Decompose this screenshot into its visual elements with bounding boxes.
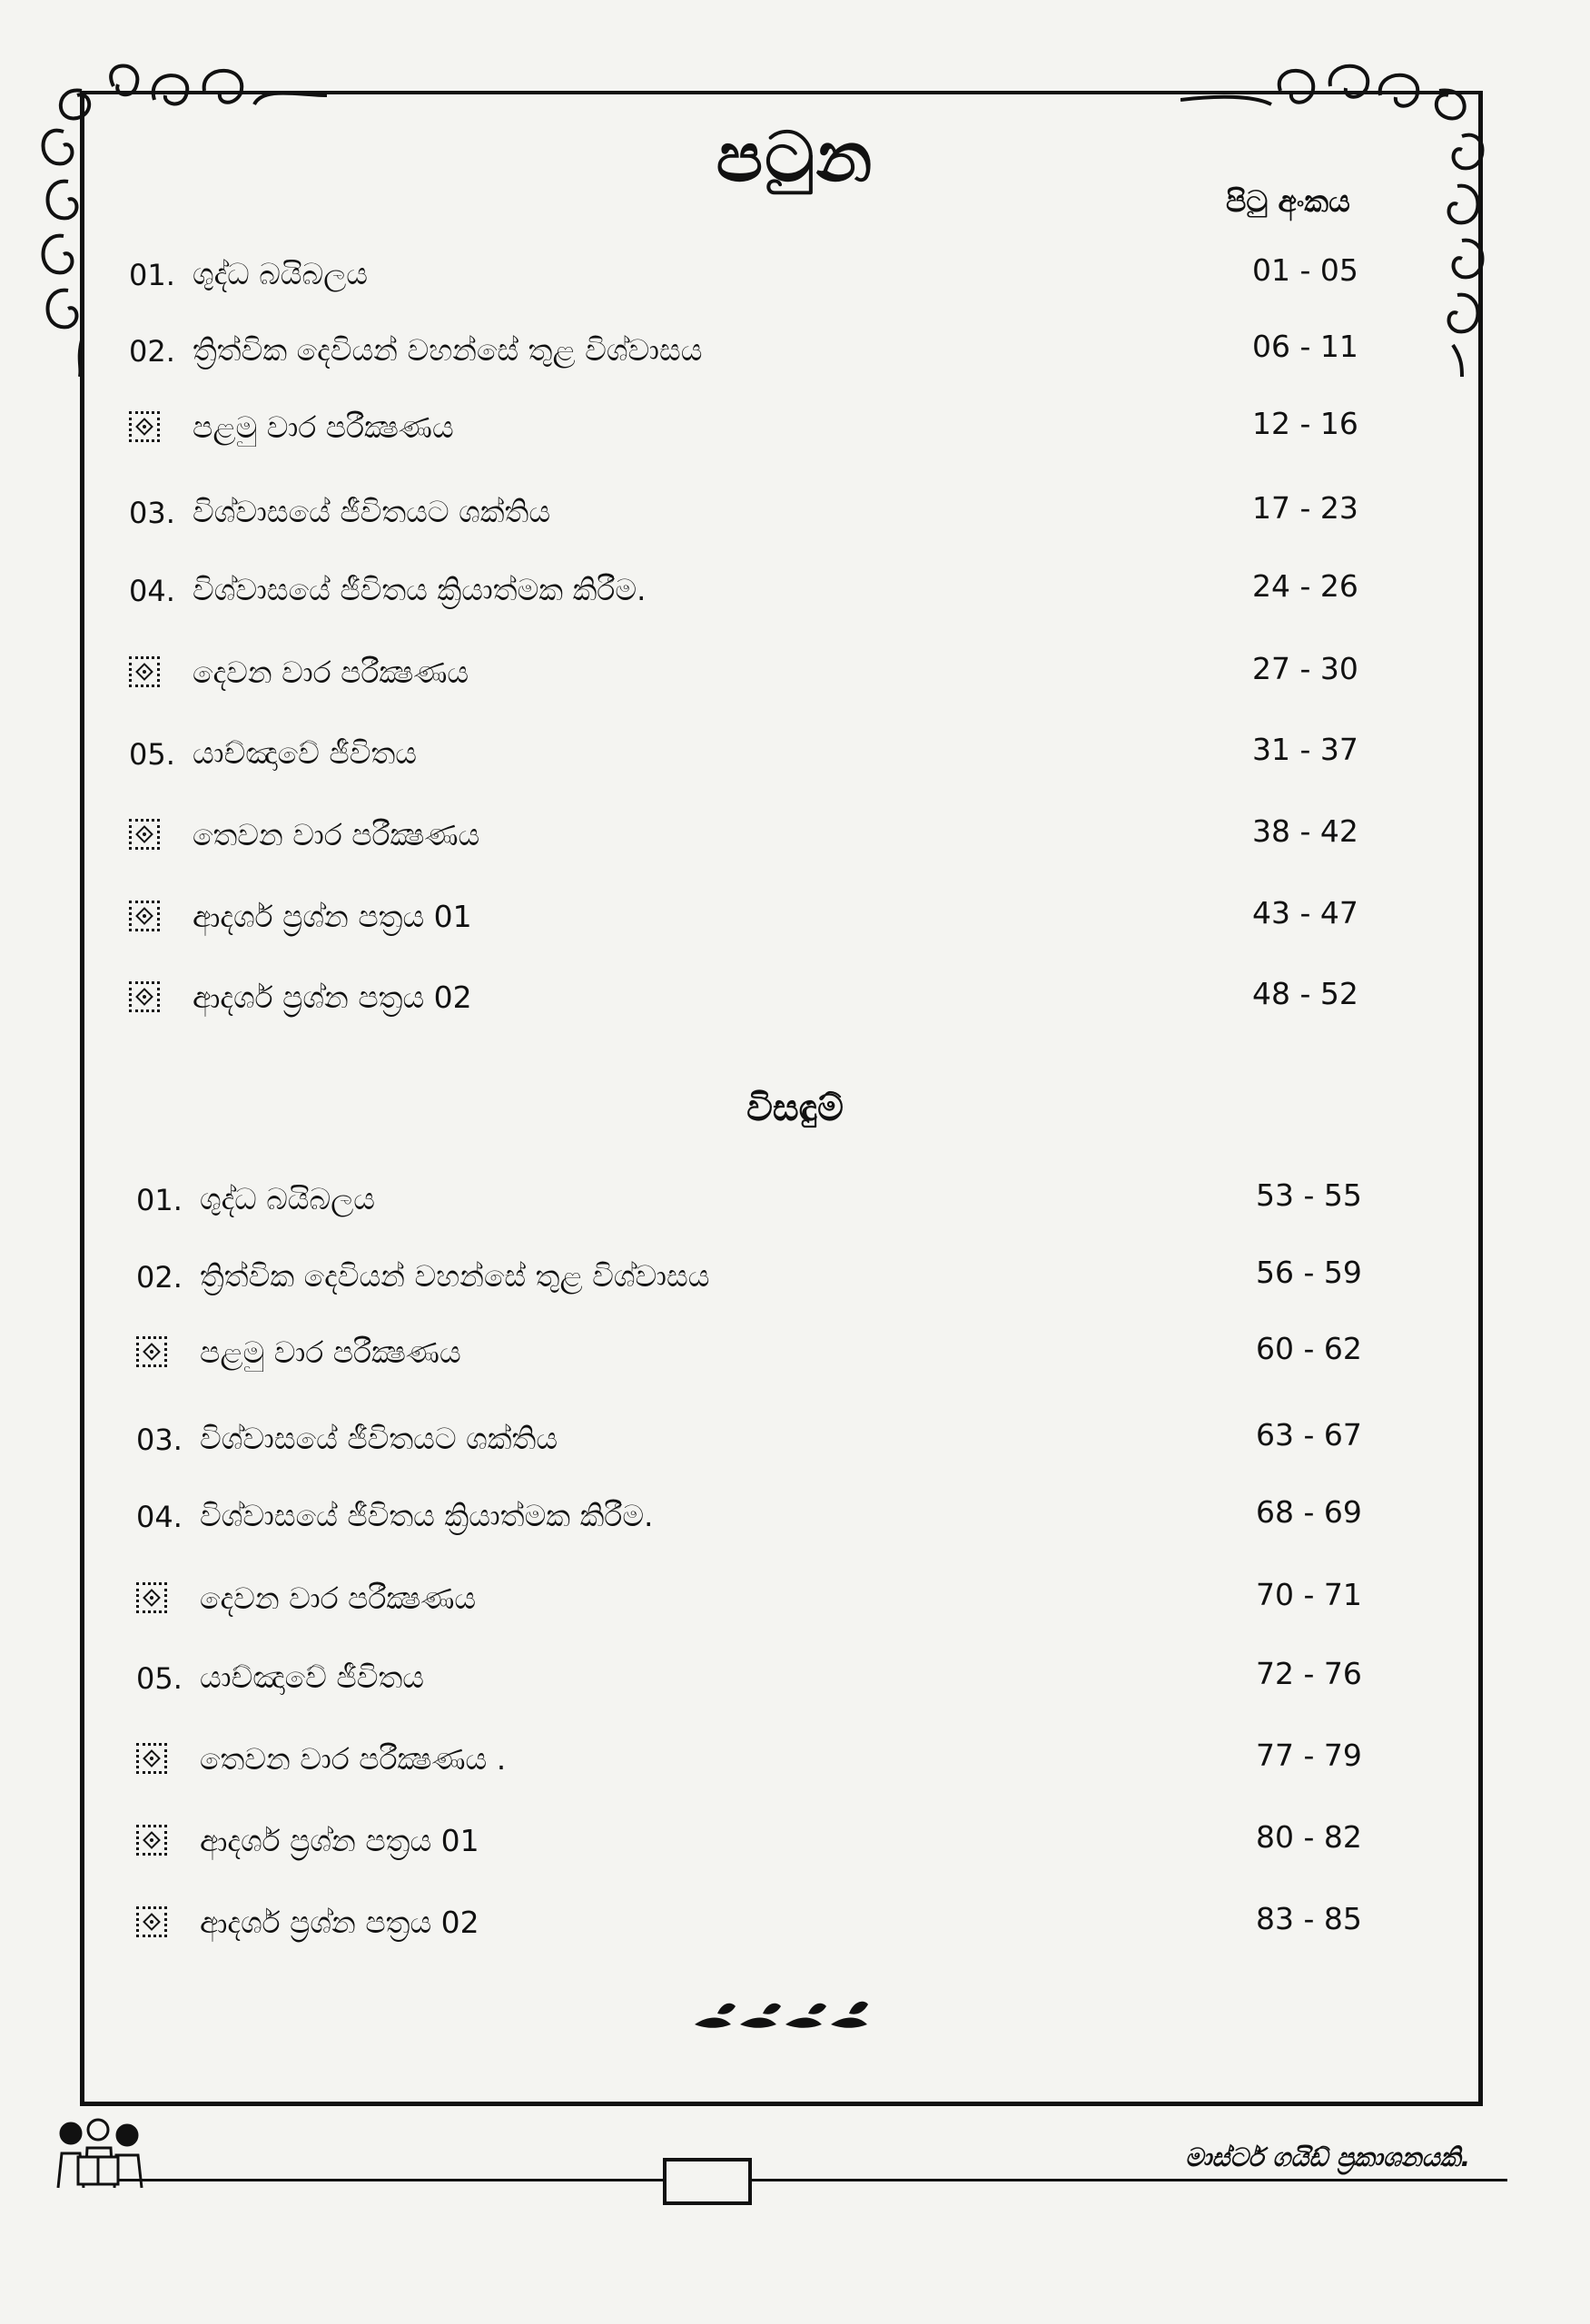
page-title: පටුන xyxy=(716,116,874,197)
chapter-number: 03. xyxy=(129,496,175,530)
answers-row xyxy=(136,1417,1407,1468)
contents-row xyxy=(129,252,1400,303)
answers-row xyxy=(136,1656,1407,1707)
page-range: 01 - 05 xyxy=(1252,252,1358,288)
answers-row xyxy=(136,1331,1407,1382)
answers-row xyxy=(136,1738,1407,1788)
chapter-title: ශුද්ධ බයිබලය xyxy=(200,1181,376,1216)
footer-rule xyxy=(118,2179,1507,2181)
leaf-ornament-icon xyxy=(690,1997,872,2037)
answers-row xyxy=(136,1819,1407,1870)
dotted-diamond-icon xyxy=(136,1906,167,1937)
page-range: 83 - 85 xyxy=(1256,1901,1362,1936)
dotted-diamond-icon xyxy=(136,1582,167,1613)
exam-title: ආදර්ශ ප්‍රශ්න පත්‍රය 01 xyxy=(193,899,472,934)
exam-title: තෙවන වාර පරීක්‍ෂණය xyxy=(193,817,480,852)
chapter-number: 04. xyxy=(129,574,175,608)
chapter-number: 02. xyxy=(129,334,175,369)
page-number-column-heading: පිටු අංකය xyxy=(1226,183,1350,219)
page-range: 06 - 11 xyxy=(1252,329,1358,364)
contents-row xyxy=(129,895,1400,946)
chapter-number: 01. xyxy=(129,258,175,292)
chapter-title: විශ්වාසයේ ජීවිතයට ශක්තිය xyxy=(200,1421,558,1456)
exam-title: දෙවන වාර පරීක්‍ෂණය xyxy=(193,655,469,690)
dotted-diamond-icon xyxy=(136,1825,167,1856)
page-range: 38 - 42 xyxy=(1252,813,1358,849)
contents-row xyxy=(129,329,1400,379)
chapter-number: 05. xyxy=(136,1661,183,1696)
page-range: 60 - 62 xyxy=(1256,1331,1362,1366)
exam-title: ආදර්ශ ප්‍රශ්න පත්‍රය 02 xyxy=(200,1905,479,1940)
page-range: 17 - 23 xyxy=(1252,490,1358,526)
page-range: 12 - 16 xyxy=(1252,406,1358,441)
page-number-box xyxy=(663,2158,752,2205)
page-range: 80 - 82 xyxy=(1256,1819,1362,1855)
dotted-diamond-icon xyxy=(129,411,160,442)
chapter-title: යාච්ඤාවේ ජීවිතය xyxy=(200,1659,424,1695)
exam-title: ආදර්ශ ප්‍රශ්න පත්‍රය 02 xyxy=(193,980,472,1015)
exam-title: පළමු වාර පරීක්‍ෂණය xyxy=(193,409,454,445)
exam-title: ආදර්ශ ප්‍රශ්න පත්‍රය 01 xyxy=(200,1823,479,1858)
chapter-title: ත්‍රිත්වික දෙවියන් වහන්සේ තුළ විශ්වාසය xyxy=(200,1258,710,1294)
page-range: 31 - 37 xyxy=(1252,732,1358,767)
chapter-number: 05. xyxy=(129,737,175,772)
page-range: 27 - 30 xyxy=(1252,651,1358,686)
page-range: 70 - 71 xyxy=(1256,1577,1362,1612)
chapter-number: 02. xyxy=(136,1260,183,1295)
dotted-diamond-icon xyxy=(136,1336,167,1367)
scroll-ornament-icon-top-left xyxy=(27,50,336,377)
exam-title: දෙවන වාර පරීක්‍ෂණය xyxy=(200,1581,477,1616)
chapter-title: විශ්වාසයේ ජීවිතය ක්‍රියාත්මක කිරීම. xyxy=(200,1498,654,1533)
page-range: 24 - 26 xyxy=(1252,568,1358,604)
page-range: 56 - 59 xyxy=(1256,1255,1362,1290)
dotted-diamond-icon xyxy=(129,656,160,687)
answers-row xyxy=(136,1494,1407,1545)
answers-row xyxy=(136,1255,1407,1305)
page-range: 43 - 47 xyxy=(1252,895,1358,931)
exam-title: තෙවන වාර පරීක්‍ෂණය . xyxy=(200,1741,507,1777)
chapter-title: විශ්වාසයේ ජීවිතයට ශක්තිය xyxy=(193,494,551,529)
contents-row xyxy=(129,813,1400,864)
chapter-title: ශුද්ධ බයිබලය xyxy=(193,256,369,291)
dotted-diamond-icon xyxy=(129,819,160,850)
contents-row xyxy=(129,976,1400,1027)
chapter-title: යාච්ඤාවේ ජීවිතය xyxy=(193,735,417,771)
publisher-note: මාස්ටර් ගයිඩ් ප්‍රකාශනයකි. xyxy=(1185,2142,1471,2172)
page-range: 68 - 69 xyxy=(1256,1494,1362,1530)
chapter-title: විශ්වාසයේ ජීවිතය ක්‍රියාත්මක කිරීම. xyxy=(193,572,647,607)
answers-row xyxy=(136,1577,1407,1628)
dotted-diamond-icon xyxy=(129,981,160,1012)
contents-row xyxy=(129,568,1400,619)
page-range: 72 - 76 xyxy=(1256,1656,1362,1691)
page-range: 63 - 67 xyxy=(1256,1417,1362,1452)
page-range: 48 - 52 xyxy=(1252,976,1358,1011)
chapter-number: 01. xyxy=(136,1183,183,1217)
contents-row xyxy=(129,490,1400,541)
contents-row xyxy=(129,732,1400,783)
chapter-number: 03. xyxy=(136,1423,183,1457)
contents-row xyxy=(129,406,1400,457)
answers-row xyxy=(136,1177,1407,1228)
dotted-diamond-icon xyxy=(129,901,160,931)
page-range: 77 - 79 xyxy=(1256,1738,1362,1773)
dotted-diamond-icon xyxy=(136,1743,167,1774)
chapter-number: 04. xyxy=(136,1500,183,1534)
answers-row xyxy=(136,1901,1407,1952)
page-range: 53 - 55 xyxy=(1256,1177,1362,1213)
chapter-title: ත්‍රිත්වික දෙවියන් වහන්සේ තුළ විශ්වාසය xyxy=(193,332,703,368)
contents-row xyxy=(129,651,1400,702)
answers-heading: විසඳුම් xyxy=(746,1088,844,1129)
exam-title: පළමු වාර පරීක්‍ෂණය xyxy=(200,1334,461,1370)
